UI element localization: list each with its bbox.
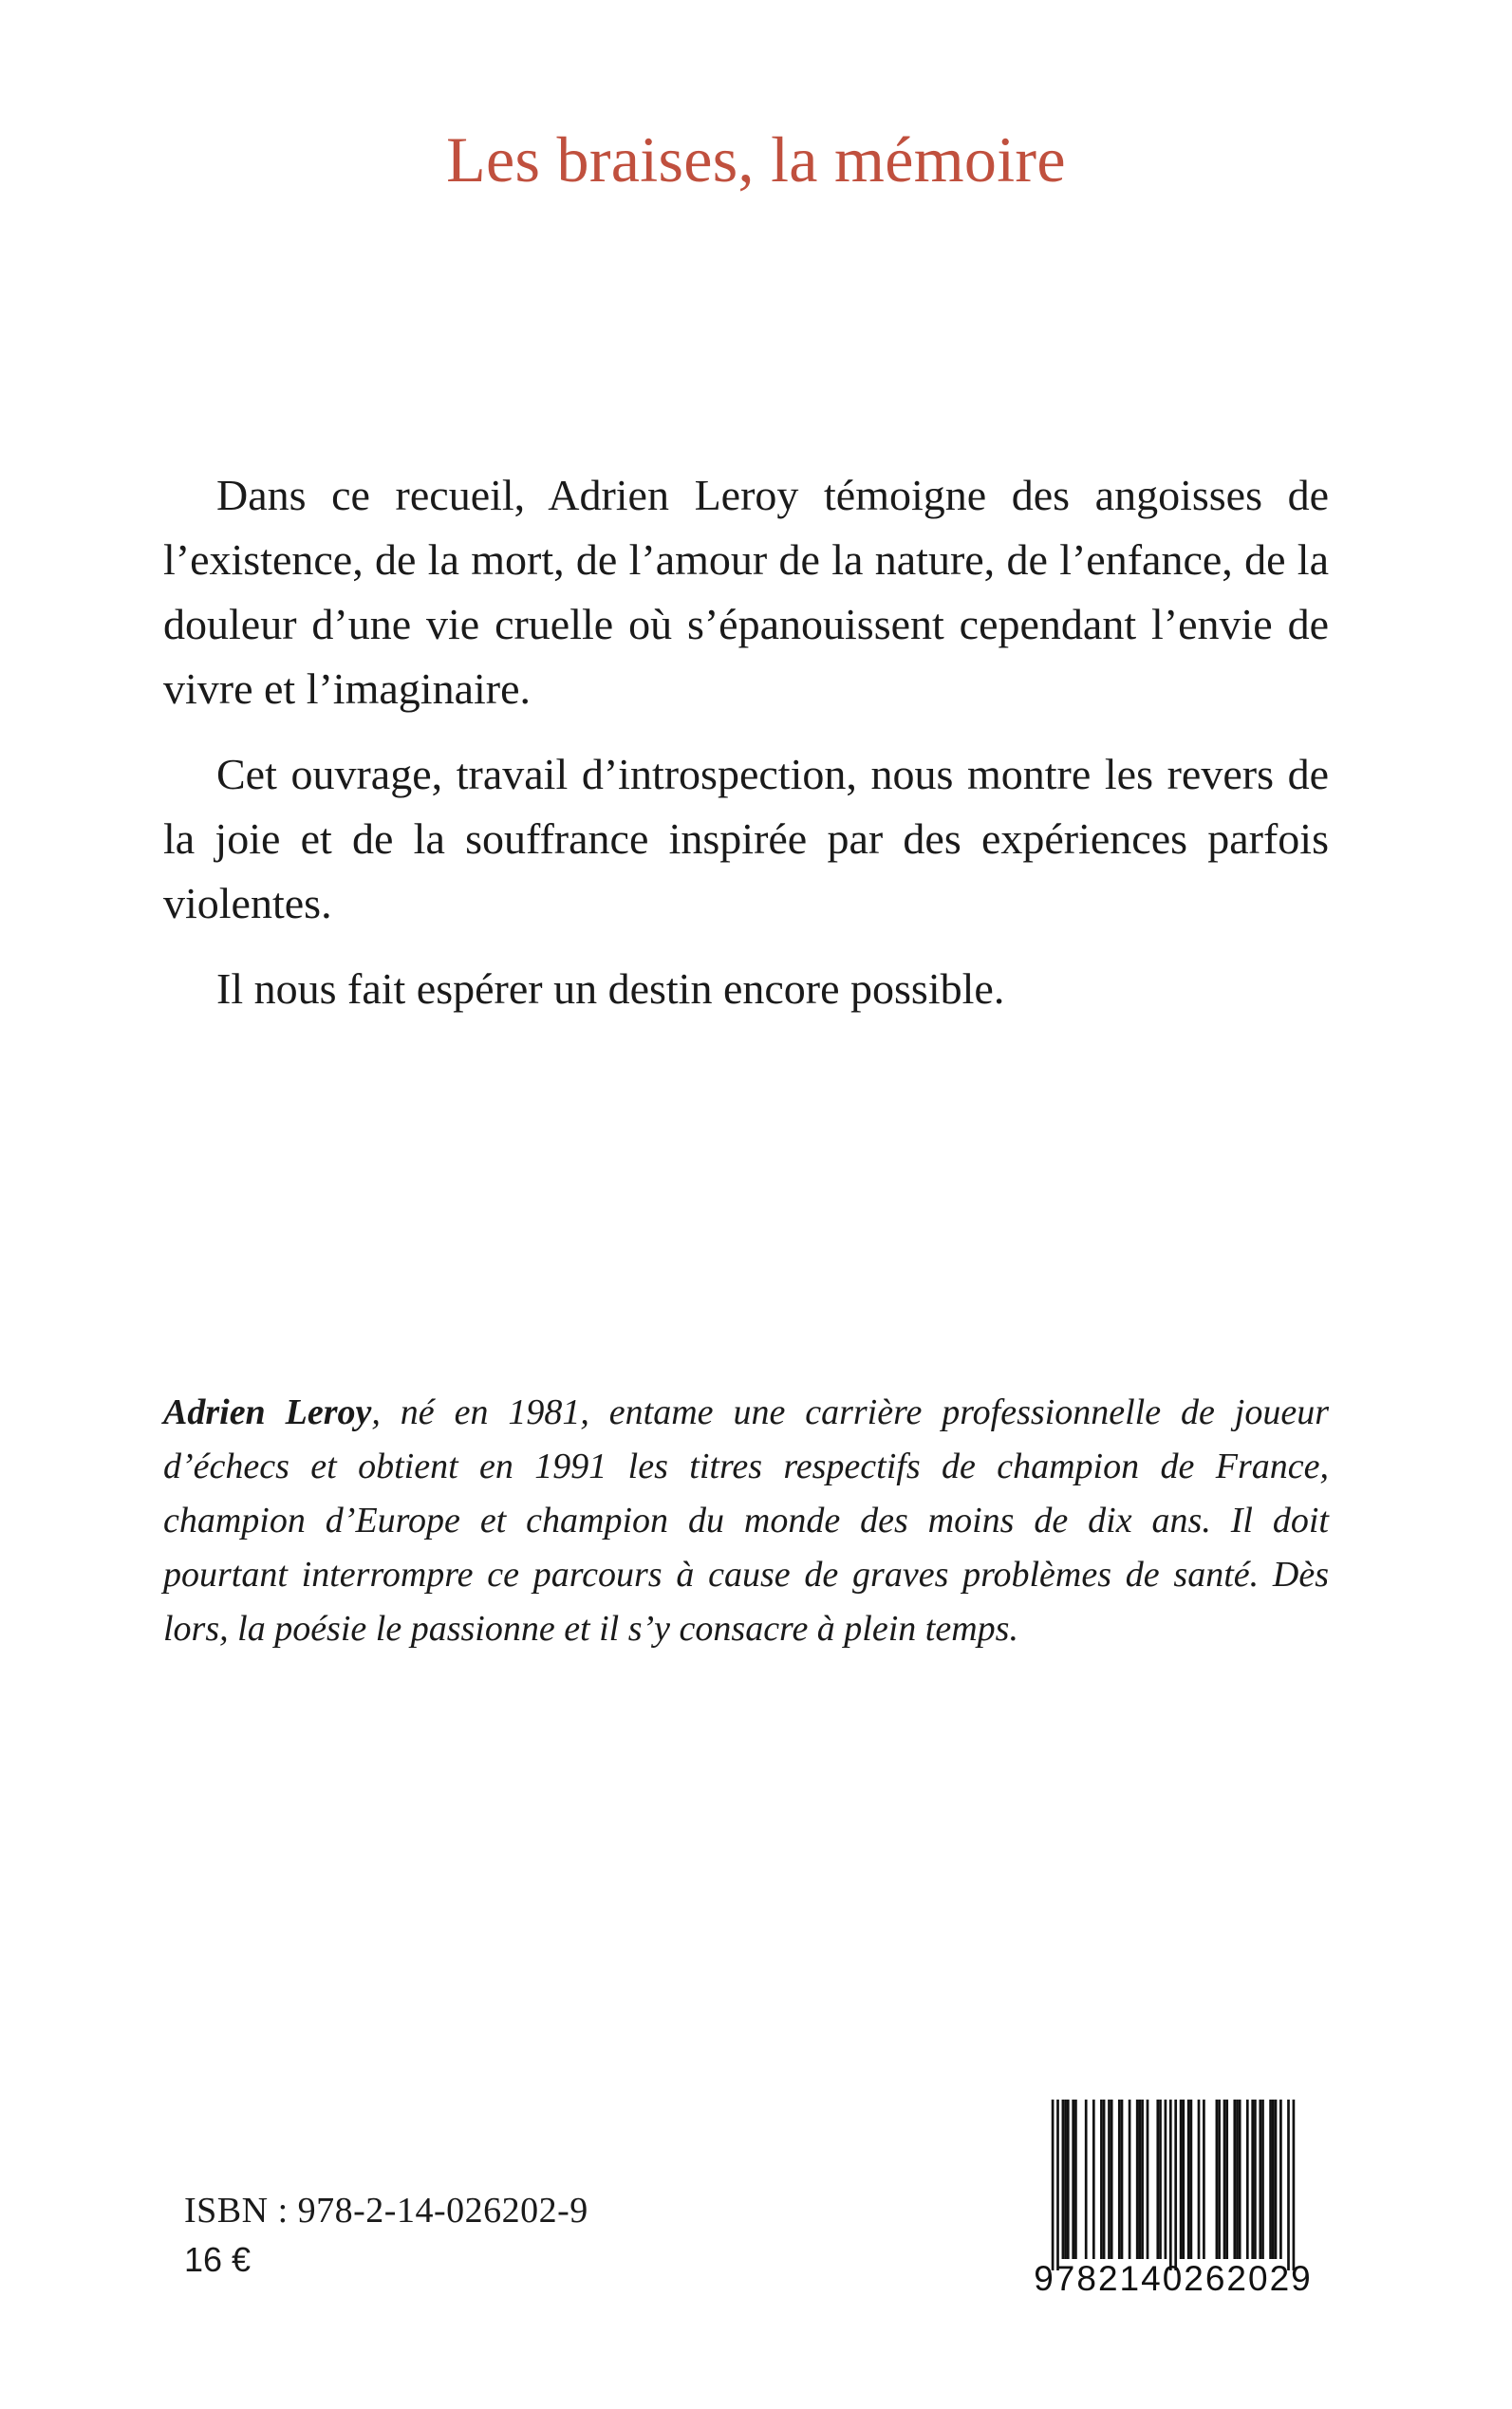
barcode-bar: [1067, 2100, 1070, 2259]
barcode-bar: [1147, 2100, 1149, 2259]
barcode: [1031, 2100, 1316, 2303]
barcode-bar: [1074, 2100, 1077, 2259]
barcode-bar: [1246, 2100, 1249, 2259]
barcode-bar: [1092, 2100, 1095, 2259]
barcode-bar: [1269, 2100, 1272, 2259]
barcode-bar: [1225, 2100, 1228, 2259]
barcode-guard-bar: [1056, 2100, 1059, 2270]
barcode-bar: [1216, 2100, 1219, 2259]
blurb-paragraph-1: Dans ce recueil, Adrien Leroy témoigne des angoisses de l’existence, de la mort, de l’amour de la nature, de l’enfance, de la douleur d’une vie cruelle où s’épanouissent cependant l’envie de vivre et l’imaginaire.: [163, 471, 1329, 713]
price-label: 16 €: [184, 2240, 252, 2279]
barcode-bar: [1108, 2100, 1111, 2259]
blurb-paragraph-2: Cet ouvrage, travail d’introspection, nous montre les revers de la joie et de la souffrance inspirée par des expériences parfois violentes.: [163, 750, 1329, 927]
barcode-bar: [1062, 2100, 1065, 2259]
barcode-bar: [1121, 2100, 1124, 2259]
barcode-bar: [1111, 2100, 1113, 2259]
barcode-bar: [1129, 2100, 1131, 2259]
barcode-bar: [1275, 2100, 1278, 2259]
barcode-bar: [1261, 2100, 1264, 2259]
barcode-bar: [1279, 2100, 1282, 2259]
barcode-digits: 9782140262029: [1034, 2259, 1313, 2298]
barcode-bar: [1251, 2100, 1254, 2259]
barcode-guard-bar: [1052, 2100, 1055, 2270]
barcode-bar: [1203, 2100, 1205, 2259]
blurb-paragraph-3: Il nous fait espérer un destin encore possible.: [216, 964, 1005, 1013]
book-title: Les braises, la mémoire: [446, 123, 1066, 196]
author-name: Adrien Leroy: [163, 1392, 372, 1432]
barcode-bar: [1254, 2100, 1257, 2259]
barcode-bar: [1182, 2100, 1185, 2259]
barcode-bar: [1136, 2100, 1139, 2259]
barcode-bar: [1259, 2100, 1261, 2259]
barcode-guard-bar: [1293, 2100, 1296, 2270]
barcode-bar: [1218, 2100, 1221, 2259]
barcode-guard-bar: [1169, 2100, 1172, 2270]
isbn-label: ISBN : 978-2-14-026202-9: [184, 2191, 588, 2231]
barcode-bar: [1072, 2100, 1074, 2259]
barcode-bar: [1187, 2100, 1190, 2259]
barcode-guard-bar: [1174, 2100, 1177, 2270]
barcode-bar: [1180, 2100, 1183, 2259]
barcode-bar: [1100, 2100, 1103, 2259]
barcode-bar: [1064, 2100, 1067, 2259]
author-bio-text: , né en 1981, entame une carrière professionnelle de joueur d’échecs et obtient en 1991 les titres respectifs de champion de France, champion d’Europe et champion du monde des moins de dix ans. Il doit pourtant interrompre ce parcours à cause de graves problèmes de santé. Dès lors, la poésie le passionne et il s’y consacre à plein temps.: [163, 1392, 1329, 1649]
author-bio: [163, 1386, 1329, 1656]
barcode-bar: [1198, 2100, 1201, 2259]
barcode-bar: [1236, 2100, 1239, 2259]
barcode-bar: [1239, 2100, 1241, 2259]
barcode-bar: [1156, 2100, 1159, 2259]
barcode-guard-bar: [1287, 2100, 1290, 2270]
back-cover-blurb: [163, 463, 1329, 1042]
barcode-bar: [1139, 2100, 1142, 2259]
barcode-bar: [1141, 2100, 1144, 2259]
barcode-bar: [1233, 2100, 1236, 2259]
barcode-bar: [1223, 2100, 1226, 2259]
barcode-bar: [1103, 2100, 1106, 2259]
barcode-bar: [1190, 2100, 1193, 2259]
barcode-bar: [1165, 2100, 1167, 2259]
barcode-bar: [1085, 2100, 1088, 2259]
barcode-bar: [1118, 2100, 1121, 2259]
barcode-bar: [1272, 2100, 1275, 2259]
barcode-bar: [1159, 2100, 1162, 2259]
